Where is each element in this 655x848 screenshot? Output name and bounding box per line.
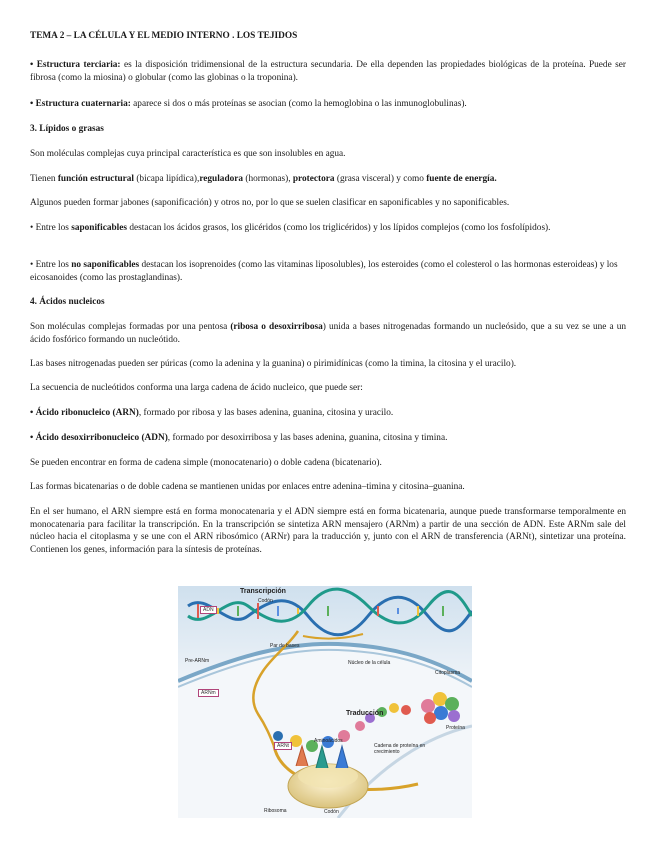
label-ribosoma: Ribosoma [264, 808, 287, 814]
paragraph-lipidos-1: Son moléculas complejas cuya principal característica es que son insolubles en agua. [30, 149, 346, 159]
heading-lipidos: 3. Lípidos o grasas [30, 124, 104, 134]
label-pre-arnm: Pre-ARNm [185, 658, 210, 664]
label-citoplasma: Citoplasma [435, 670, 461, 676]
paragraph-acidos-1: Son moléculas complejas formadas por una pentosa (ribosa o desoxirribosa) unida a bases nitrogenadas formando un nucleósido, que a su vez se une a un ácido fosfórico formando un nucleótido. [30, 322, 627, 345]
label-cadena-proteina: Cadena de proteína en crecimiento [374, 743, 426, 755]
paragraph-acidos-2: Las bases nitrogenadas pueden ser púricas (como la adenina y la guanina) o pirimidínicas (como la timina, la citosina y el uracilo). [30, 359, 517, 369]
paragraph-saponificables: • Entre los saponificables destacan los ácidos grasos, los glicéridos (como los triglicéridos) y los lípidos complejos (como los fosfolípidos). [30, 223, 551, 233]
label-traduccion: Traducción [346, 710, 384, 717]
paragraph-acidos-7: Las formas bicatenarias o de doble cadena se mantienen unidas por enlaces entre adenina–timina y citosina–guanina. [30, 482, 465, 492]
label-nucleo: Núcleo de la célula [348, 660, 391, 666]
paragraph-lipidos-2: Tienen función estructural (bicapa lipídica),reguladora (hormonas), protectora (grasa visceral) y como fuente de energía. [30, 174, 497, 184]
term: • Estructura cuaternaria: [30, 99, 131, 109]
label-par-bases: Par de bases [270, 643, 300, 649]
label-arnm: ARNm [198, 689, 219, 697]
paragraph-adn: • Ácido desoxirribonucleico (ADN), formado por desoxirribosa y las bases adenina, guanina, citosina y timina. [30, 433, 448, 443]
label-proteina: Proteína [446, 725, 465, 731]
paragraph-estructura-cuaternaria: • Estructura cuaternaria: aparece si dos o más proteínas se asocian (como la hemoglobina o las inmunoglobulinas). [30, 99, 467, 109]
label-codon-top: Codón [258, 598, 273, 604]
paragraph-arn: • Ácido ribonucleico (ARN), formado por ribosa y las bases adenina, guanina, citosina y uracilo. [30, 408, 394, 418]
label-codon-bottom: Codón [324, 809, 339, 815]
transcription-translation-figure [178, 586, 472, 818]
label-adn: ADN [200, 606, 217, 614]
paragraph-acidos-8: En el ser humano, el ARN siempre está en forma monocatenaria y el ADN siempre está en forma bicatenaria, aunque puede transformarse temporalmente en monocatenaria para facilitar la transcripción. En la transcripción se sintetiza ARN mensajero (ARNm) a partir de una sección de ADN. Este ARNm sale del núcleo hacia el citoplasma y se une con el ARN ribosómico (ARNr) para la traducción y, junto con el ARN de transferencia (ARNt), sintetizar una proteína. Contienen los genes, información para la síntesis de proteínas. [30, 507, 626, 555]
label-aminoacidos: Aminoácidos [314, 738, 343, 744]
term: • Estructura terciaria: [30, 60, 121, 70]
figure-illustration [178, 586, 472, 818]
paragraph-acidos-3: La secuencia de nucleótidos conforma una larga cadena de ácido nucleico, que puede ser: [30, 383, 363, 393]
heading-acidos-nucleicos: 4. Ácidos nucleicos [30, 297, 105, 307]
label-transcripcion: Transcripción [240, 588, 286, 595]
paragraph-acidos-6: Se pueden encontrar en forma de cadena simple (monocatenario) o doble cadena (bicatenario). [30, 458, 382, 468]
paragraph-estructura-terciaria: • Estructura terciaria: es la disposición tridimensional de la estructura secundaria. De ella dependen las propiedades biológicas de la proteína. Puede ser fibrosa (como la miosina) o globular (como las globinas o la troponina). [30, 60, 626, 83]
page-title: TEMA 2 – LA CÉLULA Y EL MEDIO INTERNO . LOS TEJIDOS [30, 31, 298, 41]
label-arnt: ARNt [274, 742, 292, 750]
paragraph-lipidos-3: Algunos pueden formar jabones (saponificación) y otros no, por lo que se suelen clasificar en saponificables y no saponificables. [30, 198, 510, 208]
paragraph-no-saponificables: • Entre los no saponificables destacan los isoprenoides (como las vitaminas liposolubles), los esteroides (como el colesterol o las hormonas esteroideas) y los eicosanoides (como las prostaglandinas). [30, 260, 618, 283]
